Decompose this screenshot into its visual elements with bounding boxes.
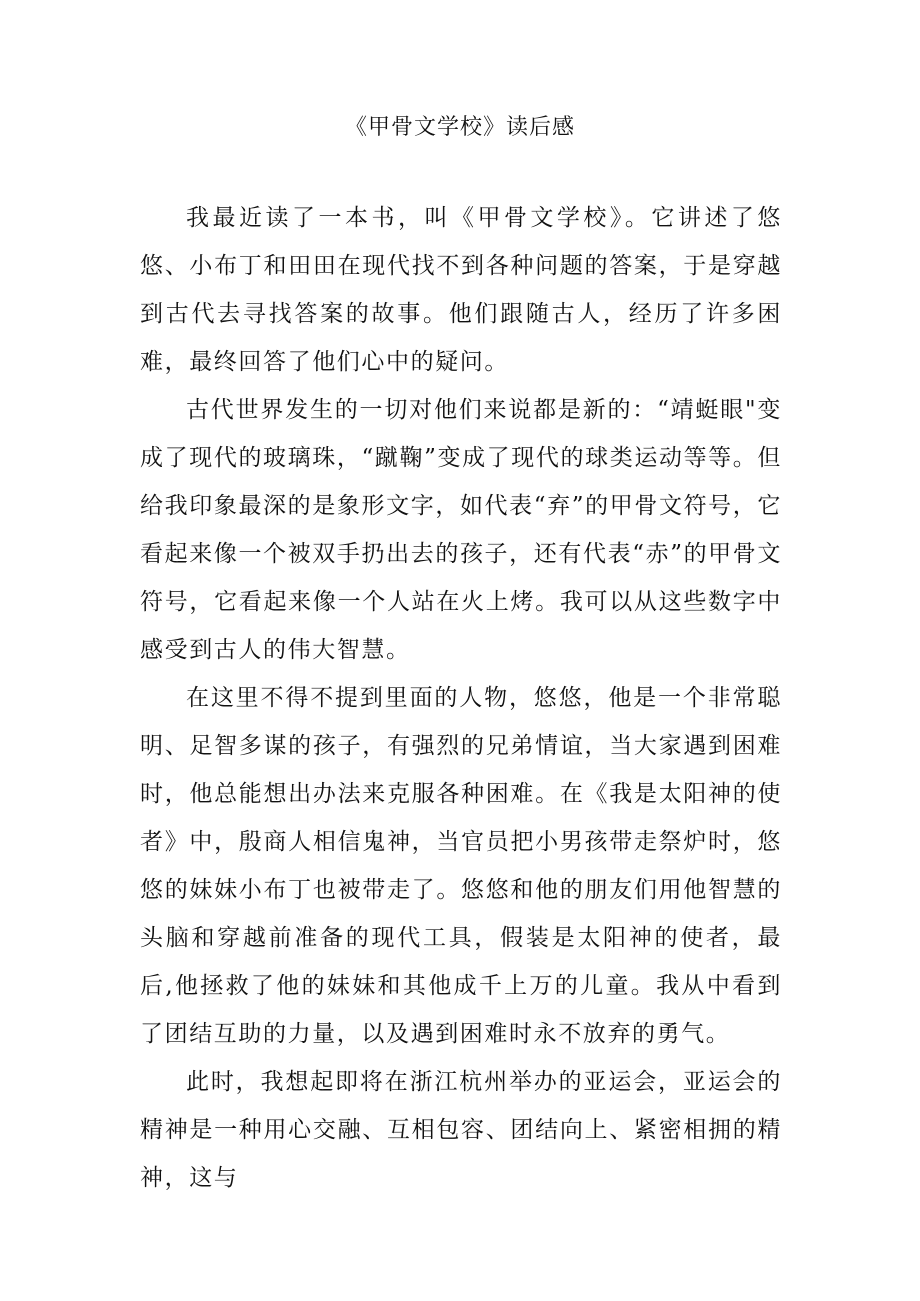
paragraph: 古代世界发生的一切对他们来说都是新的：“靖蜓眼"变成了现代的玻璃珠，“蹴鞠”变成了现代的球类运动等等。但给我印象最深的是象形文字，如代表“弃”的甲骨文符号，它看起来像一个被双手扔出去的孩子，还有代表“赤”的甲骨文符号，它看起来像一个人站在火上烤。我可以从这些数字中感受到古人的伟大智慧。 <box>140 397 782 663</box>
paragraph: 在这里不得不提到里面的人物，悠悠，他是一个非常聪明、足智多谋的孩子，有强烈的兄弟情谊，当大家遇到困难时，他总能想出办法来克服各种困难。在《我是太阳神的使者》中，殷商人相信鬼神，当官员把小男孩带走祭炉时，悠悠的妹妹小布丁也被带走了。悠悠和他的朋友们用他智慧的头脑和穿越前准备的现代工具，假装是太阳神的使者，最后,他拯救了他的妹妹和其他成千上万的儿童。我从中看到了团结互助的力量，以及遇到困难时永不放弃的勇气。 <box>140 685 782 1047</box>
paragraph: 此时，我想起即将在浙江杭州举办的亚运会，亚运会的精神是一种用心交融、互相包容、团结向上、紧密相拥的精神，这与 <box>140 1069 782 1191</box>
paragraph: 我最近读了一本书，叫《甲骨文学校》。它讲述了悠悠、小布丁和田田在现代找不到各种问题的答案，于是穿越到古代去寻找答案的故事。他们跟随古人，经历了许多困难，最终回答了他们心中的疑问。 <box>140 205 782 375</box>
document-title: 《甲骨文学校》读后感 <box>344 115 575 140</box>
document-body <box>140 194 782 1202</box>
